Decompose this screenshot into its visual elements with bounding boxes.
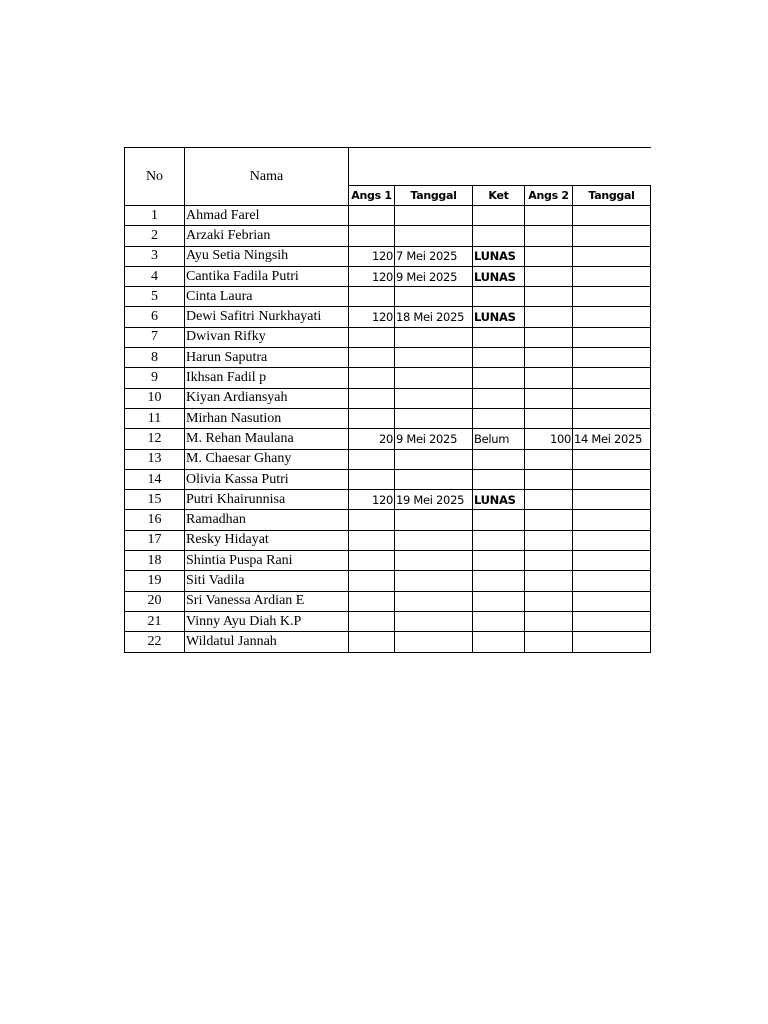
cell-no: 9 <box>125 368 185 388</box>
cell-nama: Vinny Ayu Diah K.P <box>185 611 349 631</box>
cell-angs1 <box>349 551 395 571</box>
cell-angs1: 120 <box>349 246 395 266</box>
cell-nama: Ahmad Farel <box>185 206 349 226</box>
cell-tanggal1 <box>395 591 473 611</box>
header-group-blank <box>349 148 651 186</box>
cell-angs1 <box>349 611 395 631</box>
cell-angs1 <box>349 530 395 550</box>
cell-tanggal2 <box>573 530 651 550</box>
cell-no: 8 <box>125 348 185 368</box>
cell-tanggal1 <box>395 571 473 591</box>
table-row <box>125 408 651 428</box>
cell-angs1 <box>349 469 395 489</box>
cell-angs2 <box>525 246 573 266</box>
cell-tanggal2 <box>573 449 651 469</box>
cell-ket <box>473 287 525 307</box>
cell-tanggal1 <box>395 632 473 652</box>
cell-nama: Cantika Fadila Putri <box>185 266 349 286</box>
cell-no: 14 <box>125 469 185 489</box>
cell-angs2 <box>525 327 573 347</box>
payment-table-sheet <box>124 147 651 653</box>
cell-tanggal2: 14 Mei 2025 <box>573 429 651 449</box>
table-row <box>125 611 651 631</box>
cell-tanggal1 <box>395 368 473 388</box>
table-row <box>125 571 651 591</box>
cell-tanggal1 <box>395 327 473 347</box>
header-tanggal2: Tanggal <box>573 186 651 206</box>
cell-angs1 <box>349 348 395 368</box>
cell-ket: Belum <box>473 429 525 449</box>
cell-angs2 <box>525 348 573 368</box>
cell-tanggal1 <box>395 226 473 246</box>
cell-angs2 <box>525 408 573 428</box>
cell-nama: Mirhan Nasution <box>185 408 349 428</box>
table-row <box>125 388 651 408</box>
cell-angs2 <box>525 510 573 530</box>
cell-no: 12 <box>125 429 185 449</box>
cell-angs2 <box>525 226 573 246</box>
cell-angs1 <box>349 408 395 428</box>
cell-ket <box>473 368 525 388</box>
cell-angs2 <box>525 591 573 611</box>
cell-nama: Shintia Puspa Rani <box>185 551 349 571</box>
table-row <box>125 206 651 226</box>
cell-angs2 <box>525 206 573 226</box>
cell-tanggal2 <box>573 469 651 489</box>
cell-tanggal2 <box>573 490 651 510</box>
cell-ket <box>473 530 525 550</box>
cell-no: 15 <box>125 490 185 510</box>
cell-tanggal2 <box>573 266 651 286</box>
cell-tanggal1 <box>395 388 473 408</box>
cell-ket <box>473 571 525 591</box>
cell-ket <box>473 449 525 469</box>
cell-angs1: 120 <box>349 266 395 286</box>
cell-nama: Cinta Laura <box>185 287 349 307</box>
cell-tanggal1: 9 Mei 2025 <box>395 429 473 449</box>
header-no: No <box>125 148 185 206</box>
cell-angs1: 120 <box>349 307 395 327</box>
table-row <box>125 287 651 307</box>
cell-tanggal2 <box>573 307 651 327</box>
cell-tanggal2 <box>573 591 651 611</box>
cell-angs2 <box>525 368 573 388</box>
table-row <box>125 327 651 347</box>
cell-nama: Dewi Safitri Nurkhayati <box>185 307 349 327</box>
cell-angs1: 20 <box>349 429 395 449</box>
cell-angs1 <box>349 327 395 347</box>
table-row <box>125 490 651 510</box>
cell-no: 13 <box>125 449 185 469</box>
table-row <box>125 449 651 469</box>
cell-tanggal2 <box>573 408 651 428</box>
cell-angs2 <box>525 266 573 286</box>
cell-nama: Ikhsan Fadil p <box>185 368 349 388</box>
table-row <box>125 348 651 368</box>
cell-nama: M. Chaesar Ghany <box>185 449 349 469</box>
cell-ket <box>473 551 525 571</box>
cell-nama: Ramadhan <box>185 510 349 530</box>
cell-no: 18 <box>125 551 185 571</box>
cell-nama: M. Rehan Maulana <box>185 429 349 449</box>
cell-tanggal2 <box>573 206 651 226</box>
cell-tanggal1 <box>395 287 473 307</box>
cell-angs2 <box>525 388 573 408</box>
table-row <box>125 632 651 652</box>
cell-angs2 <box>525 530 573 550</box>
cell-tanggal1: 7 Mei 2025 <box>395 246 473 266</box>
cell-angs1 <box>349 226 395 246</box>
cell-angs1 <box>349 510 395 530</box>
cell-tanggal1: 19 Mei 2025 <box>395 490 473 510</box>
cell-tanggal2 <box>573 551 651 571</box>
table-row <box>125 368 651 388</box>
cell-tanggal1: 18 Mei 2025 <box>395 307 473 327</box>
cell-angs1 <box>349 368 395 388</box>
cell-tanggal2 <box>573 632 651 652</box>
cell-tanggal1 <box>395 206 473 226</box>
cell-angs2 <box>525 571 573 591</box>
cell-ket <box>473 206 525 226</box>
cell-tanggal2 <box>573 368 651 388</box>
table-row <box>125 469 651 489</box>
cell-no: 4 <box>125 266 185 286</box>
cell-nama: Kiyan Ardiansyah <box>185 388 349 408</box>
cell-tanggal1 <box>395 611 473 631</box>
cell-no: 22 <box>125 632 185 652</box>
cell-nama: Wildatul Jannah <box>185 632 349 652</box>
cell-tanggal2 <box>573 226 651 246</box>
cell-angs1: 120 <box>349 490 395 510</box>
cell-angs1 <box>349 206 395 226</box>
table-row <box>125 551 651 571</box>
cell-no: 20 <box>125 591 185 611</box>
cell-ket <box>473 469 525 489</box>
table-row <box>125 591 651 611</box>
cell-no: 11 <box>125 408 185 428</box>
cell-no: 7 <box>125 327 185 347</box>
cell-angs2 <box>525 632 573 652</box>
cell-tanggal1 <box>395 530 473 550</box>
cell-ket <box>473 632 525 652</box>
cell-nama: Ayu Setia Ningsih <box>185 246 349 266</box>
table-row <box>125 266 651 286</box>
header-angs2: Angs 2 <box>525 186 573 206</box>
payment-table <box>124 147 651 653</box>
cell-no: 6 <box>125 307 185 327</box>
header-angs1: Angs 1 <box>349 186 395 206</box>
cell-angs2 <box>525 307 573 327</box>
cell-tanggal1 <box>395 469 473 489</box>
cell-ket <box>473 510 525 530</box>
cell-no: 16 <box>125 510 185 530</box>
cell-tanggal2 <box>573 611 651 631</box>
cell-angs1 <box>349 388 395 408</box>
cell-angs1 <box>349 449 395 469</box>
cell-tanggal2 <box>573 327 651 347</box>
cell-angs1 <box>349 591 395 611</box>
cell-tanggal1 <box>395 551 473 571</box>
header-nama: Nama <box>185 148 349 206</box>
cell-ket <box>473 591 525 611</box>
cell-no: 21 <box>125 611 185 631</box>
cell-ket: LUNAS <box>473 490 525 510</box>
table-row <box>125 307 651 327</box>
cell-ket: LUNAS <box>473 246 525 266</box>
cell-ket <box>473 611 525 631</box>
cell-angs2 <box>525 287 573 307</box>
cell-tanggal2 <box>573 510 651 530</box>
header-ket: Ket <box>473 186 525 206</box>
table-row <box>125 429 651 449</box>
cell-nama: Sri Vanessa Ardian E <box>185 591 349 611</box>
cell-nama: Resky Hidayat <box>185 530 349 550</box>
cell-no: 10 <box>125 388 185 408</box>
cell-nama: Olivia Kassa Putri <box>185 469 349 489</box>
cell-ket: LUNAS <box>473 307 525 327</box>
table-row <box>125 246 651 266</box>
cell-angs1 <box>349 287 395 307</box>
cell-ket <box>473 408 525 428</box>
cell-angs2 <box>525 551 573 571</box>
cell-angs2: 100 <box>525 429 573 449</box>
cell-tanggal2 <box>573 348 651 368</box>
cell-angs2 <box>525 490 573 510</box>
cell-no: 19 <box>125 571 185 591</box>
table-row <box>125 530 651 550</box>
cell-no: 2 <box>125 226 185 246</box>
cell-tanggal2 <box>573 287 651 307</box>
cell-tanggal1: 9 Mei 2025 <box>395 266 473 286</box>
cell-tanggal1 <box>395 348 473 368</box>
cell-nama: Putri Khairunnisa <box>185 490 349 510</box>
cell-nama: Dwivan Rifky <box>185 327 349 347</box>
cell-angs1 <box>349 571 395 591</box>
cell-ket: LUNAS <box>473 266 525 286</box>
table-row <box>125 510 651 530</box>
cell-angs2 <box>525 611 573 631</box>
cell-ket <box>473 327 525 347</box>
cell-ket <box>473 226 525 246</box>
cell-nama: Siti Vadila <box>185 571 349 591</box>
cell-nama: Arzaki Febrian <box>185 226 349 246</box>
cell-tanggal2 <box>573 388 651 408</box>
cell-tanggal1 <box>395 510 473 530</box>
cell-nama: Harun Saputra <box>185 348 349 368</box>
cell-no: 1 <box>125 206 185 226</box>
cell-ket <box>473 388 525 408</box>
cell-tanggal2 <box>573 571 651 591</box>
table-row <box>125 226 651 246</box>
cell-no: 5 <box>125 287 185 307</box>
cell-tanggal2 <box>573 246 651 266</box>
cell-no: 3 <box>125 246 185 266</box>
cell-tanggal1 <box>395 449 473 469</box>
cell-angs2 <box>525 449 573 469</box>
cell-tanggal1 <box>395 408 473 428</box>
cell-angs2 <box>525 469 573 489</box>
header-tanggal1: Tanggal <box>395 186 473 206</box>
cell-angs1 <box>349 632 395 652</box>
cell-ket <box>473 348 525 368</box>
header-row-top <box>125 148 651 186</box>
cell-no: 17 <box>125 530 185 550</box>
